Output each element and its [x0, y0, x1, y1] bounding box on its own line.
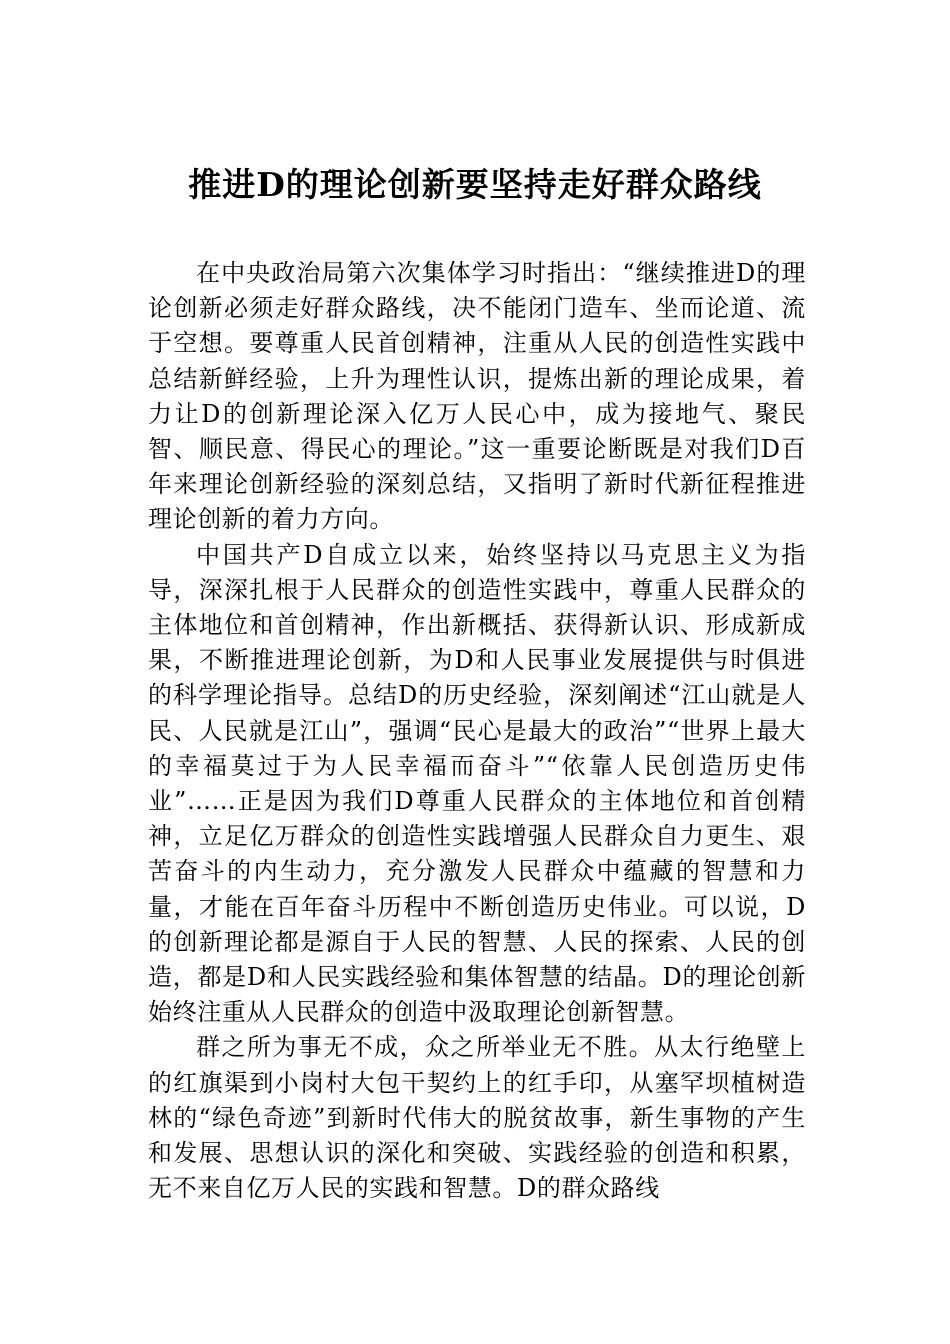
paragraph-1: 在中央政治局第六次集体学习时指出：“继续推进D的理论创新必须走好群众路线，决不能闭门造车、坐而论道、流于空想。要尊重人民首创精神，注重从人民的创造性实践中总结新鲜经验，上升为理性认识，提炼出新的理论成果，着力让D的创新理论深入亿万人民心中，成为接地气、聚民智、顺民意、得民心的理论。”这一重要论断既是对我们D百年来理论创新经验的深刻总结，又指明了新时代新征程推进理论创新的着力方向。	[148, 259, 806, 534]
document-body	[148, 256, 806, 1206]
document-title: 推进D的理论创新要坚持走好群众路线	[188, 165, 762, 204]
paragraph-2: 中国共产D自成立以来，始终坚持以马克思主义为指导，深深扎根于人民群众的创造性实践中，尊重人民群众的主体地位和首创精神，作出新概括、获得新认识、形成新成果，不断推进理论创新，为D和人民事业发展提供与时俱进的科学理论指导。总结D的历史经验，深刻阐述“江山就是人民、人民就是江山”，强调“民心是最大的政治”“世界上最大的幸福莫过于为人民幸福而奋斗”“依靠人民创造历史伟业”……正是因为我们D尊重人民群众的主体地位和首创精神，立足亿万群众的创造性实践增强人民群众自力更生、艰苦奋斗的内生动力，充分激发人民群众中蕴藏的智慧和力量，才能在百年奋斗历程中不断创造历史伟业。可以说，D的创新理论都是源自于人民的智慧、人民的探索、人民的创造，都是D和人民实践经验和集体智慧的结晶。D的理论创新始终注重从人民群众的创造中汲取理论创新智慧。	[148, 540, 806, 1027]
paragraph-3: 群之所为事无不成，众之所举业无不胜。从太行绝壁上的红旗渠到小岗村大包干契约上的红手印，从塞罕坝植树造林的“绿色奇迹”到新时代伟大的脱贫故事，新生事物的产生和发展、思想认识的深化和突破、实践经验的创造和积累，无不来自亿万人民的实践和智慧。D的群众路线	[148, 1033, 806, 1203]
